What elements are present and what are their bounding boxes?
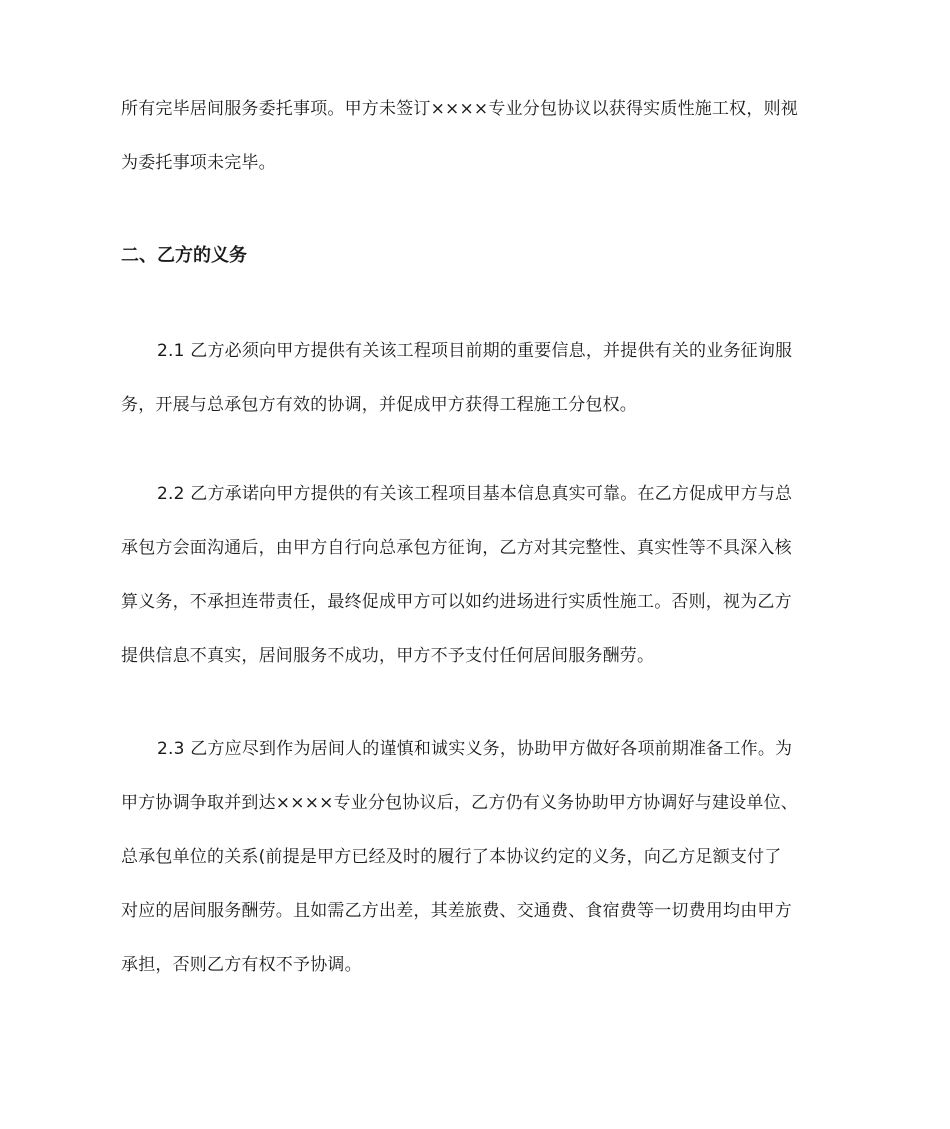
text-line: 甲方协调争取并到达××××专业分包协议后，乙方仍有义务协助甲方协调好与建设单位、 <box>121 793 798 813</box>
paragraph-2-1 <box>121 324 833 432</box>
text-line: 对应的居间服务酬劳。且如需乙方出差，其差旅费、交通费、食宿费等一切费用均由甲方 <box>121 901 792 921</box>
text-line: 承包方会面沟通后，由甲方自行向总承包方征询，乙方对其完整性、真实性等不具深入核 <box>121 538 792 558</box>
text-line: 提供信息不真实，居间服务不成功，甲方不予支付任何居间服务酬劳。 <box>121 646 655 666</box>
text-line: 所有完毕居间服务委托事项。甲方未签订××××专业分包协议以获得实质性施工权，则视 <box>121 99 798 119</box>
text-line: 承担，否则乙方有权不予协调。 <box>121 955 362 975</box>
text-line: 2.1 乙方必须向甲方提供有关该工程项目前期的重要信息，并提供有关的业务征询服 <box>157 341 793 361</box>
text-line: 2.3 乙方应尽到作为居间人的谨慎和诚实义务，协助甲方做好各项前期准备工作。为 <box>157 739 793 759</box>
paragraph-continuation <box>121 82 833 190</box>
text-line: 2.2 乙方承诺向甲方提供的有关该工程项目基本信息真实可靠。在乙方促成甲方与总 <box>157 484 793 504</box>
text-line: 算义务，不承担连带责任，最终促成甲方可以如约进场进行实质性施工。否则，视为乙方 <box>121 592 792 612</box>
text-line: 务，开展与总承包方有效的协调，并促成甲方获得工程施工分包权。 <box>121 395 637 415</box>
section-heading: 二、乙方的义务 <box>121 245 247 266</box>
paragraph-2-2 <box>121 467 833 683</box>
paragraph-2-3 <box>121 722 833 992</box>
text-line: 为委托事项未完毕。 <box>121 153 276 173</box>
text-line: 总承包单位的关系(前提是甲方已经及时的履行了本协议约定的义务，向乙方足额支付了 <box>121 847 782 867</box>
